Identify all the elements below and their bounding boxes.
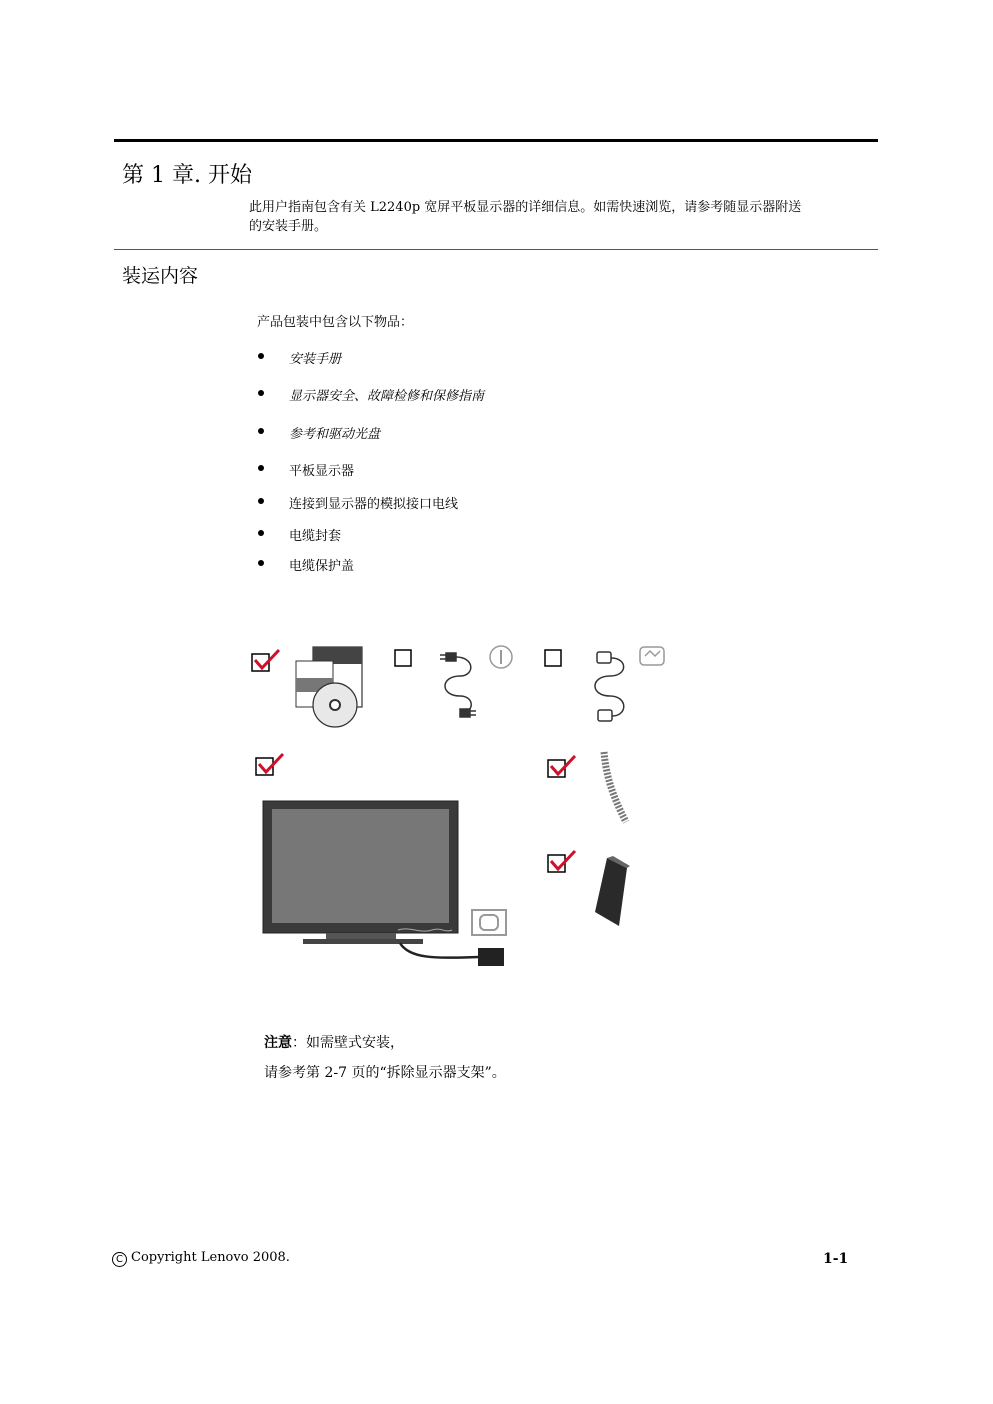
checked-checkbox-icon xyxy=(256,754,283,775)
monitor-icon xyxy=(263,801,506,966)
checked-checkbox-icon xyxy=(252,650,279,671)
cable-cover-icon xyxy=(595,856,630,926)
intro-paragraph: 此用户指南包含有关 L2240p 宽屏平板显示器的详细信息。如需快速浏览，请参考随显示器附送的安装手册。 xyxy=(249,200,802,234)
copyright xyxy=(112,1250,290,1267)
power-cord-icon xyxy=(440,646,512,717)
unchecked-checkbox-icon xyxy=(545,650,561,666)
page-number: 1-1 xyxy=(823,1251,849,1267)
section-title: 装运内容 xyxy=(122,265,199,287)
checked-checkbox-icon xyxy=(548,851,575,872)
list-item-label: 参考和驱动光盘 xyxy=(289,427,381,442)
digital-cable-icon xyxy=(595,647,664,721)
chapter-title: 第 1 章. 开始 xyxy=(122,163,252,188)
note-line-1 xyxy=(264,1032,404,1052)
list-item-label: 平板显示器 xyxy=(289,464,355,479)
list-item-label: 电缆保护盖 xyxy=(289,559,355,574)
manual-cd-icon xyxy=(296,647,362,727)
list-item-label: 连接到显示器的模拟接口电线 xyxy=(289,497,459,512)
note-label: 注意 xyxy=(264,1035,292,1051)
list-item-label: 电缆封套 xyxy=(289,529,342,544)
copyright-icon: C xyxy=(112,1252,127,1267)
list-item-label: 安装手册 xyxy=(289,352,342,367)
checked-checkbox-icon xyxy=(548,756,575,777)
cable-wrap-icon xyxy=(604,752,626,822)
note-line-2: 请参考第 2-7 页的“拆除显示器支架”。 xyxy=(264,1065,506,1081)
copyright-text: Copyright Lenovo 2008. xyxy=(131,1250,290,1265)
note-text: ：如需壁式安装， xyxy=(292,1035,404,1051)
unchecked-checkbox-icon xyxy=(395,650,411,666)
list-intro: 产品包装中包含以下物品： xyxy=(257,315,414,330)
list-item-label: 显示器安全、故障检修和保修指南 xyxy=(289,389,485,404)
